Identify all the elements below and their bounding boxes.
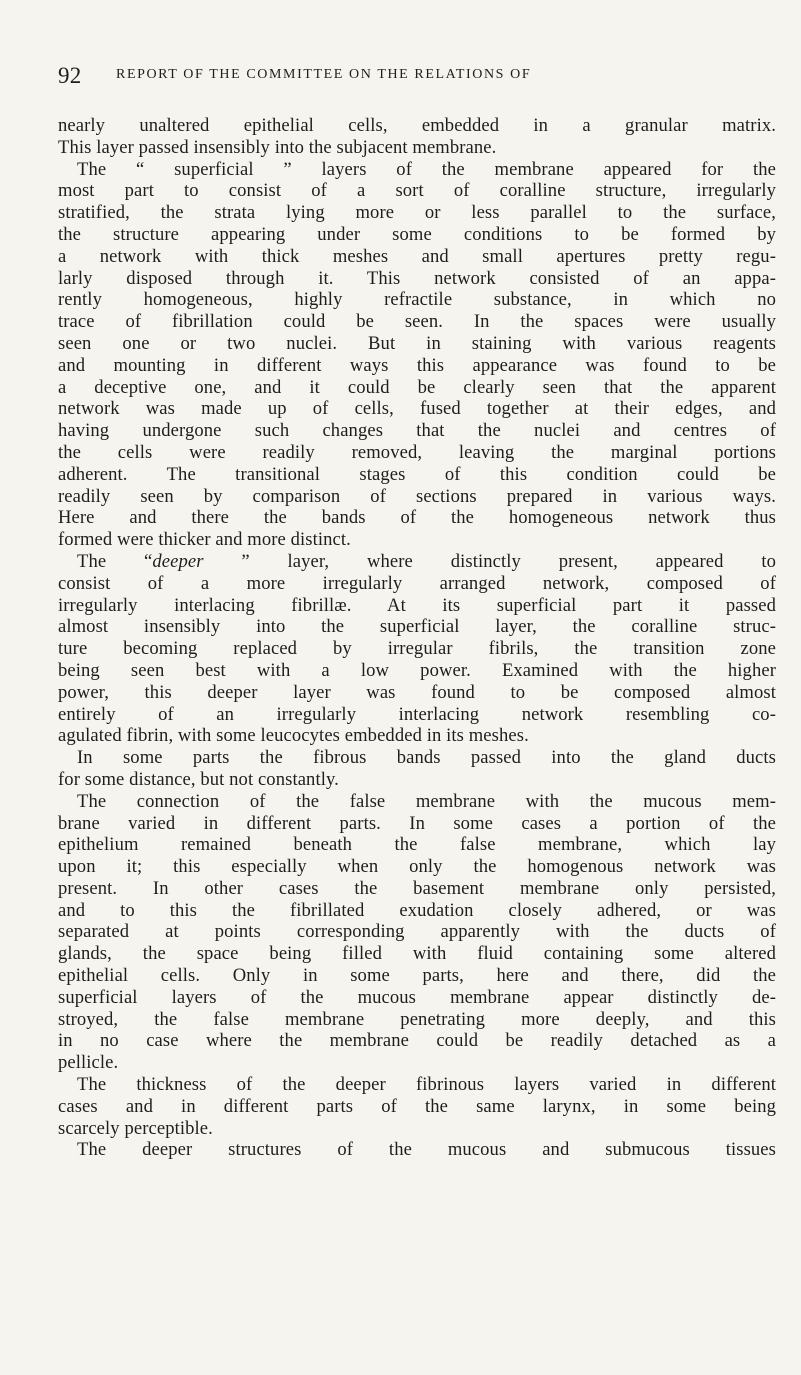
text-line: scarcely perceptible.	[58, 1117, 213, 1139]
text-line: rently homogeneous, highly refractile substance, in which no	[58, 289, 776, 311]
text-line: epithelium remained beneath the false membrane, which lay	[58, 834, 776, 856]
italic-term: deeper	[152, 550, 204, 572]
text-line: adherent. The transitional stages of this condition could be	[58, 463, 776, 485]
text-line: a network with thick meshes and small apertures pretty regu-	[58, 245, 776, 267]
text-line: ture becoming replaced by irregular fibrils, the transition zone	[58, 638, 776, 660]
page-number: 92	[58, 63, 82, 88]
text-fragment: The “	[77, 550, 153, 572]
text-line: entirely of an irregularly interlacing network resembling co-	[58, 703, 776, 725]
text-line: larly disposed through it. This network consisted of an appa-	[58, 267, 776, 289]
text-line: glands, the space being filled with fluid containing some altered	[58, 943, 776, 965]
text-line: power, this deeper layer was found to be composed almost	[58, 681, 776, 703]
text-line: present. In other cases the basement membrane only persisted,	[58, 877, 776, 899]
text-line: network was made up of cells, fused together at their edges, and	[58, 398, 776, 420]
text-line: stroyed, the false membrane penetrating more deeply, and this	[58, 1008, 776, 1030]
text-line: brane varied in different parts. In some cases a portion of the	[58, 812, 776, 834]
text-line: This layer passed insensibly into the subjacent membrane.	[58, 136, 497, 158]
text-line: The deeper structures of the mucous and submucous tissues	[77, 1139, 776, 1161]
text-line: Here and there the bands of the homogeneous network thus	[58, 507, 776, 529]
text-fragment: ” layer, where distinctly present, appeared to	[203, 550, 776, 572]
text-line: the cells were readily removed, leaving the marginal portions	[58, 441, 776, 463]
text-line: and to this the fibrillated exudation closely adhered, or was	[58, 899, 776, 921]
text-line: pellicle.	[58, 1052, 119, 1074]
text-line: the structure appearing under some conditions to be formed by	[58, 223, 776, 245]
text-line: for some distance, but not constantly.	[58, 768, 339, 790]
text-line: having undergone such changes that the nuclei and centres of	[58, 420, 776, 442]
text-line: almost insensibly into the superficial layer, the coralline struc-	[58, 616, 776, 638]
text-line: The thickness of the deeper fibrinous layers varied in different	[77, 1074, 776, 1096]
text-line: irregularly interlacing fibrillæ. At its superficial part it passed	[58, 594, 776, 616]
text-line: seen one or two nuclei. But in staining with various reagents	[58, 332, 776, 354]
text-line: a deceptive one, and it could be clearly seen that the apparent	[58, 376, 776, 398]
text-line: consist of a more irregularly arranged network, composed of	[58, 572, 776, 594]
text-line: and mounting in different ways this appearance was found to be	[58, 354, 776, 376]
text-line: stratified, the strata lying more or less parallel to the surface,	[58, 202, 776, 224]
text-line	[58, 551, 776, 573]
text-line: epithelial cells. Only in some parts, here and there, did the	[58, 965, 776, 987]
text-line: The “ superficial ” layers of the membrane appeared for the	[77, 158, 776, 180]
text-line: upon it; this especially when only the homogenous network was	[58, 856, 776, 878]
text-line: In some parts the fibrous bands passed into the gland ducts	[77, 747, 776, 769]
text-line: readily seen by comparison of sections prepared in various ways.	[58, 485, 776, 507]
text-line: The connection of the false membrane with the mucous mem-	[77, 790, 776, 812]
text-line: cases and in different parts of the same larynx, in some being	[58, 1095, 776, 1117]
text-line: being seen best with a low power. Examined with the higher	[58, 659, 776, 681]
text-line: trace of fibrillation could be seen. In the spaces were usually	[58, 311, 776, 333]
text-line: formed were thicker and more distinct.	[58, 529, 351, 551]
body-text	[58, 115, 776, 1161]
text-line: superficial layers of the mucous membrane appear distinctly de-	[58, 986, 776, 1008]
text-line: most part to consist of a sort of coralline structure, irregularly	[58, 180, 776, 202]
text-line: separated at points corresponding apparently with the ducts of	[58, 921, 776, 943]
text-line: in no case where the membrane could be readily detached as a	[58, 1030, 776, 1052]
text-line: agulated fibrin, with some leucocytes embedded in its meshes.	[58, 725, 529, 747]
text-line: nearly unaltered epithelial cells, embedded in a granular matrix.	[58, 115, 776, 136]
running-head	[58, 64, 761, 98]
running-title: REPORT OF THE COMMITTEE ON THE RELATIONS OF	[116, 67, 532, 82]
